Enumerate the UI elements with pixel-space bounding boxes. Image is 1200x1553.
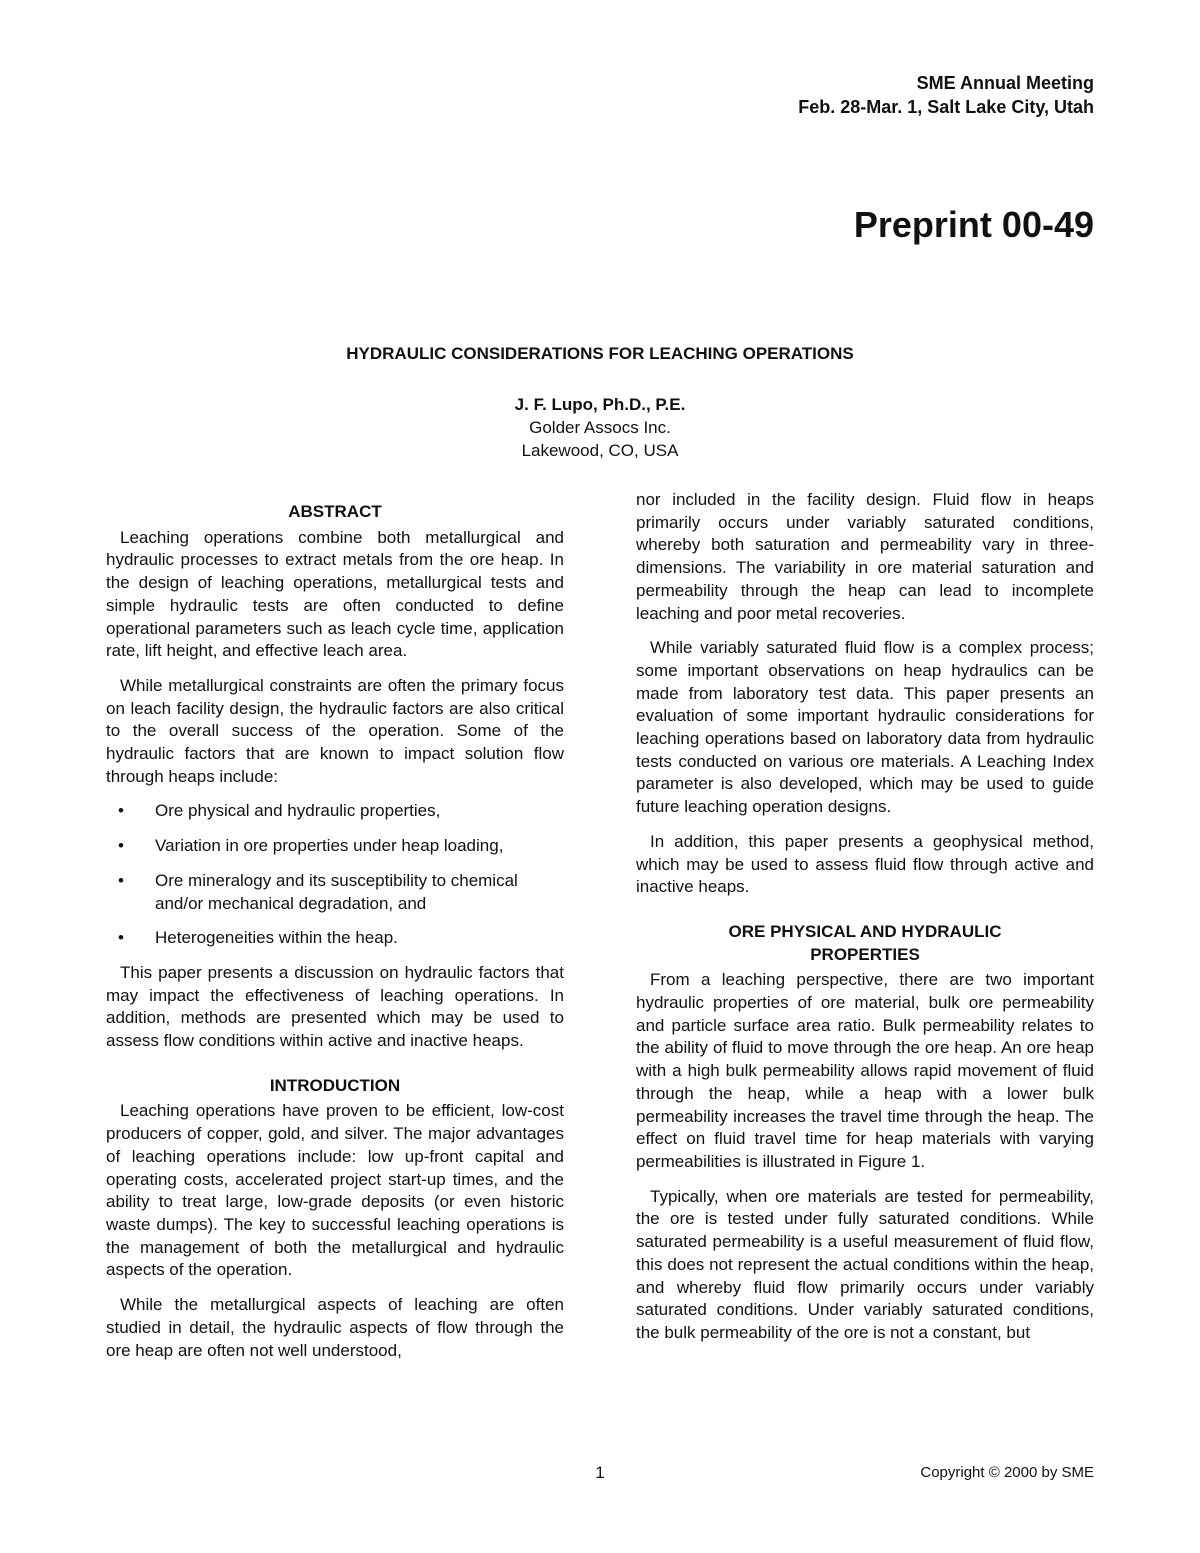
introduction-paragraph-1: Leaching operations have proven to be efficient, low-cost producers of copper, gold, and silver. The major advantages of leaching operations include: low up-front capital and operating costs, accelerated project start-up times, and the ability to treat large, low-grade deposits (or even historic waste dumps). The key to successful leaching operations is the management of both the metallurgical and hydraulic aspects of the operation. [106, 1101, 564, 1280]
conference-header [798, 71, 1094, 119]
abstract-paragraph-3: This paper presents a discussion on hydraulic factors that may impact the effectiveness of leaching operations. In addition, methods are presented which may be used to assess flow conditions within active and inactive heaps. [106, 962, 564, 1051]
list-item [106, 800, 564, 823]
introduction-paragraph-2: While the metallurgical aspects of leaching are often studied in detail, the hydraulic aspects of flow through the ore heap are often not well understood, [106, 1295, 564, 1360]
copyright-notice: Copyright © 2000 by SME [920, 1464, 1094, 1481]
hydraulic-factors-list [106, 800, 564, 950]
introduction-heading: INTRODUCTION [269, 1075, 401, 1095]
list-item-text: Ore physical and hydraulic properties, [155, 801, 441, 821]
ore-heading-line-1: ORE PHYSICAL AND HYDRAULIC [728, 921, 1002, 941]
ore-paragraph-1: From a leaching perspective, there are two important hydraulic properties of ore material, bulk ore permeability and particle surface area ratio. Bulk permeability relates to the ability of fluid to move through the ore heap. An ore heap with a high bulk permeability allows rapid movement of fluid through the heap, while a heap with a lower bulk permeability increases the travel time through the heap. The effect on fluid travel time for heap materials with varying permeabilities is illustrated in Figure 1. [636, 970, 1094, 1171]
left-column [106, 489, 564, 1374]
paper-title: HYDRAULIC CONSIDERATIONS FOR LEACHING OPERATIONS [346, 344, 854, 363]
author-organization: Golder Assocs Inc. [529, 418, 671, 437]
bullet-icon: • [118, 928, 124, 948]
right-column [636, 489, 1094, 1357]
page-number: 1 [595, 1463, 605, 1482]
preprint-number: Preprint 00-49 [853, 204, 1094, 245]
list-item [106, 870, 564, 915]
abstract-heading: ABSTRACT [288, 502, 382, 521]
abstract-paragraph-1: Leaching operations combine both metallurgical and hydraulic processes to extract metals from the ore heap. In the design of leaching operations, metallurgical tests and simple hydraulic tests are often conducted to define operational parameters such as leach cycle time, application rate, lift height, and effective leach area. [106, 527, 564, 661]
title-block [0, 342, 1200, 462]
bullet-icon: • [118, 801, 124, 821]
bullet-icon: • [118, 836, 124, 856]
list-item-text: Variation in ore properties under heap loading, [155, 836, 504, 856]
list-item [106, 835, 564, 858]
introduction-paragraph-2-continued: nor included in the facility design. Fluid flow in heaps primarily occurs under variably saturated conditions, whereby both saturation and permeability vary in three-dimensions. The variability in ore material saturation and permeability through the heap can lead to incomplete leaching and poor metal recoveries. [636, 490, 1094, 623]
ore-heading-line-2: PROPERTIES [810, 944, 920, 964]
author-name: J. F. Lupo, Ph.D., P.E. [514, 395, 686, 414]
list-item-text: Ore mineralogy and its susceptibility to chemical and/or mechanical degradation, and [155, 870, 518, 913]
ore-properties-heading [636, 921, 1094, 966]
meeting-name: SME Annual Meeting [916, 73, 1094, 93]
abstract-paragraph-2: While metallurgical constraints are often the primary focus on leach facility design, the hydraulic factors are also critical to the overall success of the operation. Some of the hydraulic factors that are known to impact solution flow through heaps include: [106, 675, 564, 786]
author-location: Lakewood, CO, USA [521, 441, 679, 460]
bullet-icon: • [118, 870, 124, 890]
list-item-text: Heterogeneities within the heap. [155, 928, 398, 948]
ore-paragraph-2: Typically, when ore materials are tested for permeability, the ore is tested under fully saturated conditions. While saturated permeability is a useful measurement of fluid flow, this does not represent the actual conditions within the heap, and whereby fluid flow primarily occurs under variably saturated conditions. Under variably saturated conditions, the bulk permeability of the ore is not a constant, but [636, 1186, 1094, 1342]
meeting-dates: Feb. 28-Mar. 1, Salt Lake City, Utah [798, 97, 1094, 117]
introduction-paragraph-3: While variably saturated fluid flow is a complex process; some important observations on heap hydraulics can be made from laboratory test data. This paper presents an evaluation of some important hydraulic considerations for leaching operations based on laboratory data from hydraulic tests conducted on various ore materials. A Leaching Index parameter is also developed, which may be used to guide future leaching operation designs. [636, 638, 1094, 817]
introduction-paragraph-4: In addition, this paper presents a geophysical method, which may be used to assess fluid flow through active and inactive heaps. [636, 831, 1094, 897]
list-item [106, 927, 564, 950]
